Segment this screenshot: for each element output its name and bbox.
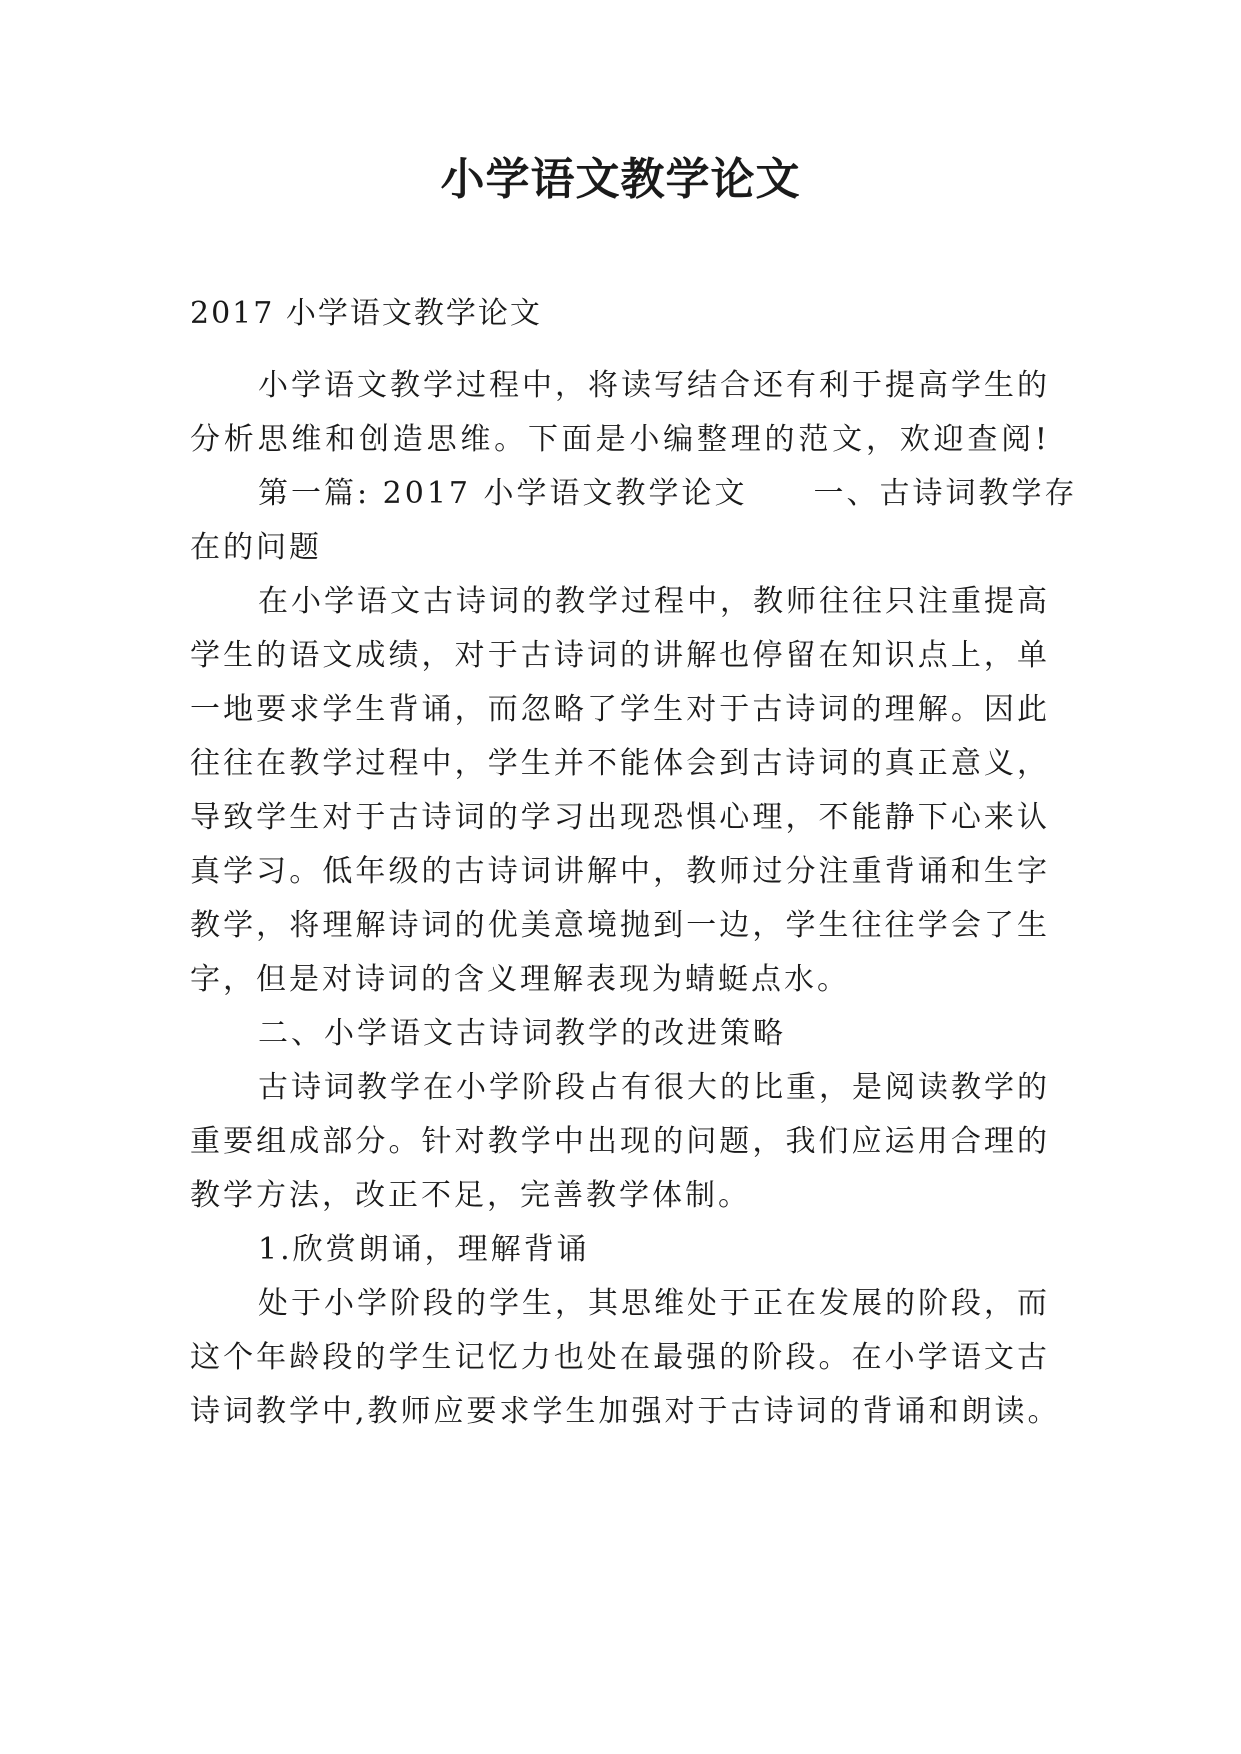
- paragraph-line: 重要组成部分。针对教学中出现的问题，我们应运用合理的: [190, 1124, 1050, 1159]
- paragraph-line: 教学方法，改正不足，完善教学体制。: [190, 1178, 751, 1213]
- paragraph-line: 往往在教学过程中，学生并不能体会到古诗词的真正意义，: [190, 746, 1050, 781]
- paragraph-line: 学生的语文成绩，对于古诗词的讲解也停留在知识点上，单: [190, 638, 1050, 673]
- document-subtitle: 2017 小学语文教学论文: [190, 296, 542, 331]
- subsection-heading: 1.欣赏朗诵，理解背诵: [258, 1232, 590, 1267]
- paragraph-line: 古诗词教学在小学阶段占有很大的比重，是阅读教学的: [258, 1070, 1050, 1105]
- section-heading: 二、小学语文古诗词教学的改进策略: [258, 1016, 786, 1051]
- paragraph-line: 第一篇: 2017 小学语文教学论文 一、古诗词教学存: [258, 476, 1078, 511]
- document-title: 小学语文教学论文: [440, 154, 801, 205]
- paragraph-line: 小学语文教学过程中，将读写结合还有利于提高学生的: [258, 368, 1050, 403]
- paragraph-line: 教学，将理解诗词的优美意境抛到一边，学生往往学会了生: [190, 908, 1050, 943]
- paragraph-line: 在小学语文古诗词的教学过程中，教师往往只注重提高: [258, 584, 1050, 619]
- paragraph-line: 在的问题: [190, 530, 322, 565]
- paragraph-line: 字，但是对诗词的含义理解表现为蜻蜓点水。: [190, 962, 850, 997]
- paragraph-line: 分析思维和创造思维。下面是小编整理的范文，欢迎查阅!: [190, 422, 1050, 457]
- paragraph-line: 真学习。低年级的古诗词讲解中，教师过分注重背诵和生字: [190, 854, 1050, 889]
- paragraph-line: 这个年龄段的学生记忆力也处在最强的阶段。在小学语文古: [190, 1340, 1050, 1375]
- paragraph-line: 诗词教学中,教师应要求学生加强对于古诗词的背诵和朗读。: [190, 1394, 1061, 1429]
- paragraph-line: 一地要求学生背诵，而忽略了学生对于古诗词的理解。因此: [190, 692, 1050, 727]
- paragraph-line: 处于小学阶段的学生，其思维处于正在发展的阶段，而: [258, 1286, 1050, 1321]
- paragraph-line: 导致学生对于古诗词的学习出现恐惧心理，不能静下心来认: [190, 800, 1050, 835]
